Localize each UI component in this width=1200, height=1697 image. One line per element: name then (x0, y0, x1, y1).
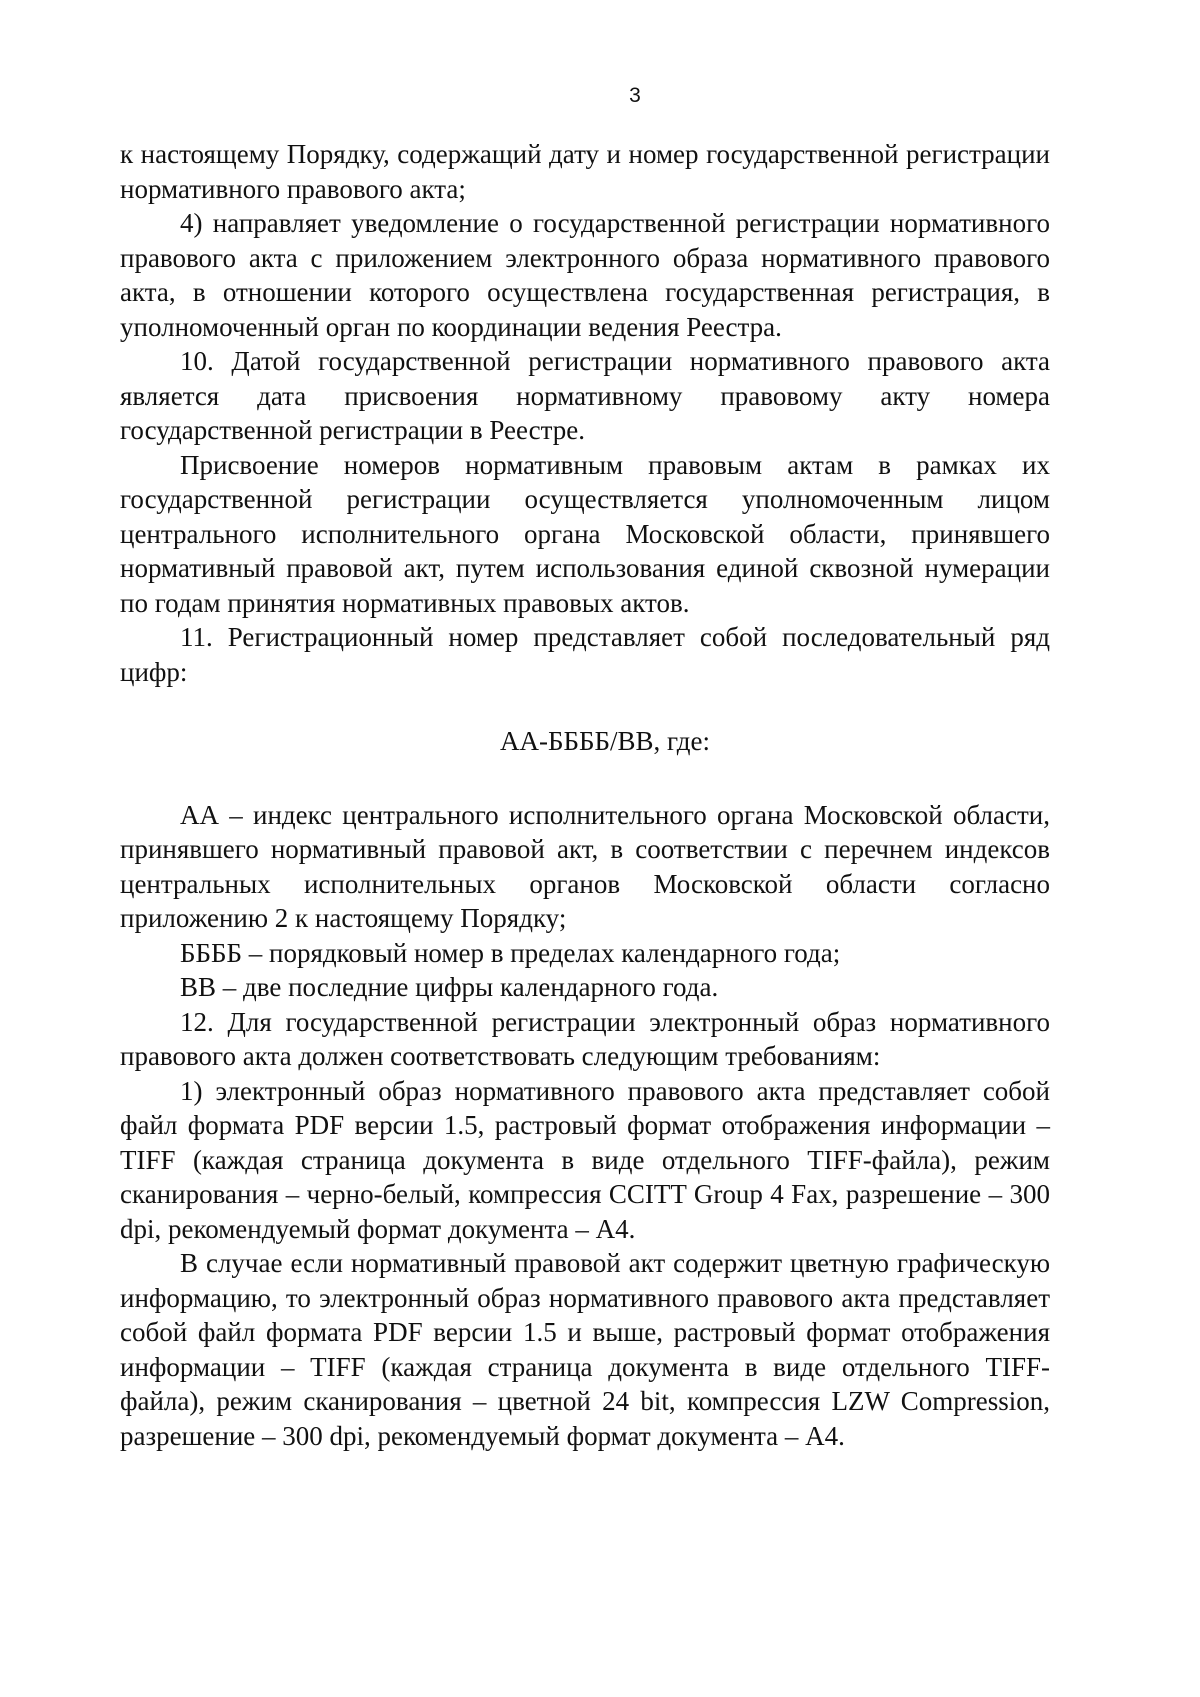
paragraph-requirement-1: 1) электронный образ нормативного правового акта представляет собой файл формата PDF версии 1.5, растровый формат отображения информации – TIFF (каждая страница документа в виде отдельного TIFF-файла), режим сканирования – черно-белый, компрессия CCITT Group 4 Fax, разрешение – 300 dpi, рекомендуемый формат документа – А4. (120, 1075, 1050, 1244)
paragraph-color-case: В случае если нормативный правовой акт содержит цветную графическую информацию, то электронный образ нормативного правового акта представляет собой файл формата PDF версии 1.5 и выше, растровый формат отображения информации – TIFF (каждая страница документа в виде отдельного TIFF-файла), режим сканирования – цветной 24 bit, компрессия LZW Compression, разрешение – 300 dpi, рекомендуемый формат документа – А4. (120, 1248, 1050, 1451)
page-number: 3 (629, 84, 641, 107)
registration-number-format: АА-ББББ/ВВ, где: (500, 726, 710, 756)
paragraph-numbering: Присвоение номеров нормативным правовым актам в рамках их государственной регистрации осуществляется уполномоченным лицом центрального исполнительного органа Московской области, принявшего нормативный правовой акт, путем использования единой сквозной нумерации по годам принятия нормативных правовых актов. (120, 449, 1050, 618)
paragraph-clause-10: 10. Датой государственной регистрации нормативного правового акта является дата присвоения нормативному правовому акту номера государственной регистрации в Реестре. (120, 346, 1050, 445)
paragraph-continuation: к настоящему Порядку, содержащий дату и номер государственной регистрации нормативного правового акта; (120, 139, 1050, 204)
paragraph-clause-12: 12. Для государственной регистрации электронный образ нормативного правового акта должен соответствовать следующим требованиям: (120, 1006, 1050, 1071)
paragraph-clause-11: 11. Регистрационный номер представляет собой последовательный ряд цифр: (120, 622, 1050, 687)
spacer (120, 759, 1050, 798)
spacer (120, 689, 1050, 724)
document-body (120, 137, 1050, 1453)
paragraph-bbbb-definition: ББББ – порядковый номер в пределах календарного года; (180, 937, 841, 968)
paragraph-vv-definition: ВВ – две последние цифры календарного года. (180, 972, 719, 1002)
paragraph-item-4: 4) направляет уведомление о государственной регистрации нормативного правового акта с приложением электронного образа нормативного правового акта, в отношении которого осуществлена государственная регистрация, в уполномоченный орган по координации ведения Реестра. (120, 208, 1050, 342)
paragraph-aa-definition: АА – индекс центрального исполнительного органа Московской области, принявшего нормативный правовой акт, в соответствии с перечнем индексов центральных исполнительных органов Московской области согласно приложению 2 к настоящему Порядку; (120, 799, 1050, 933)
